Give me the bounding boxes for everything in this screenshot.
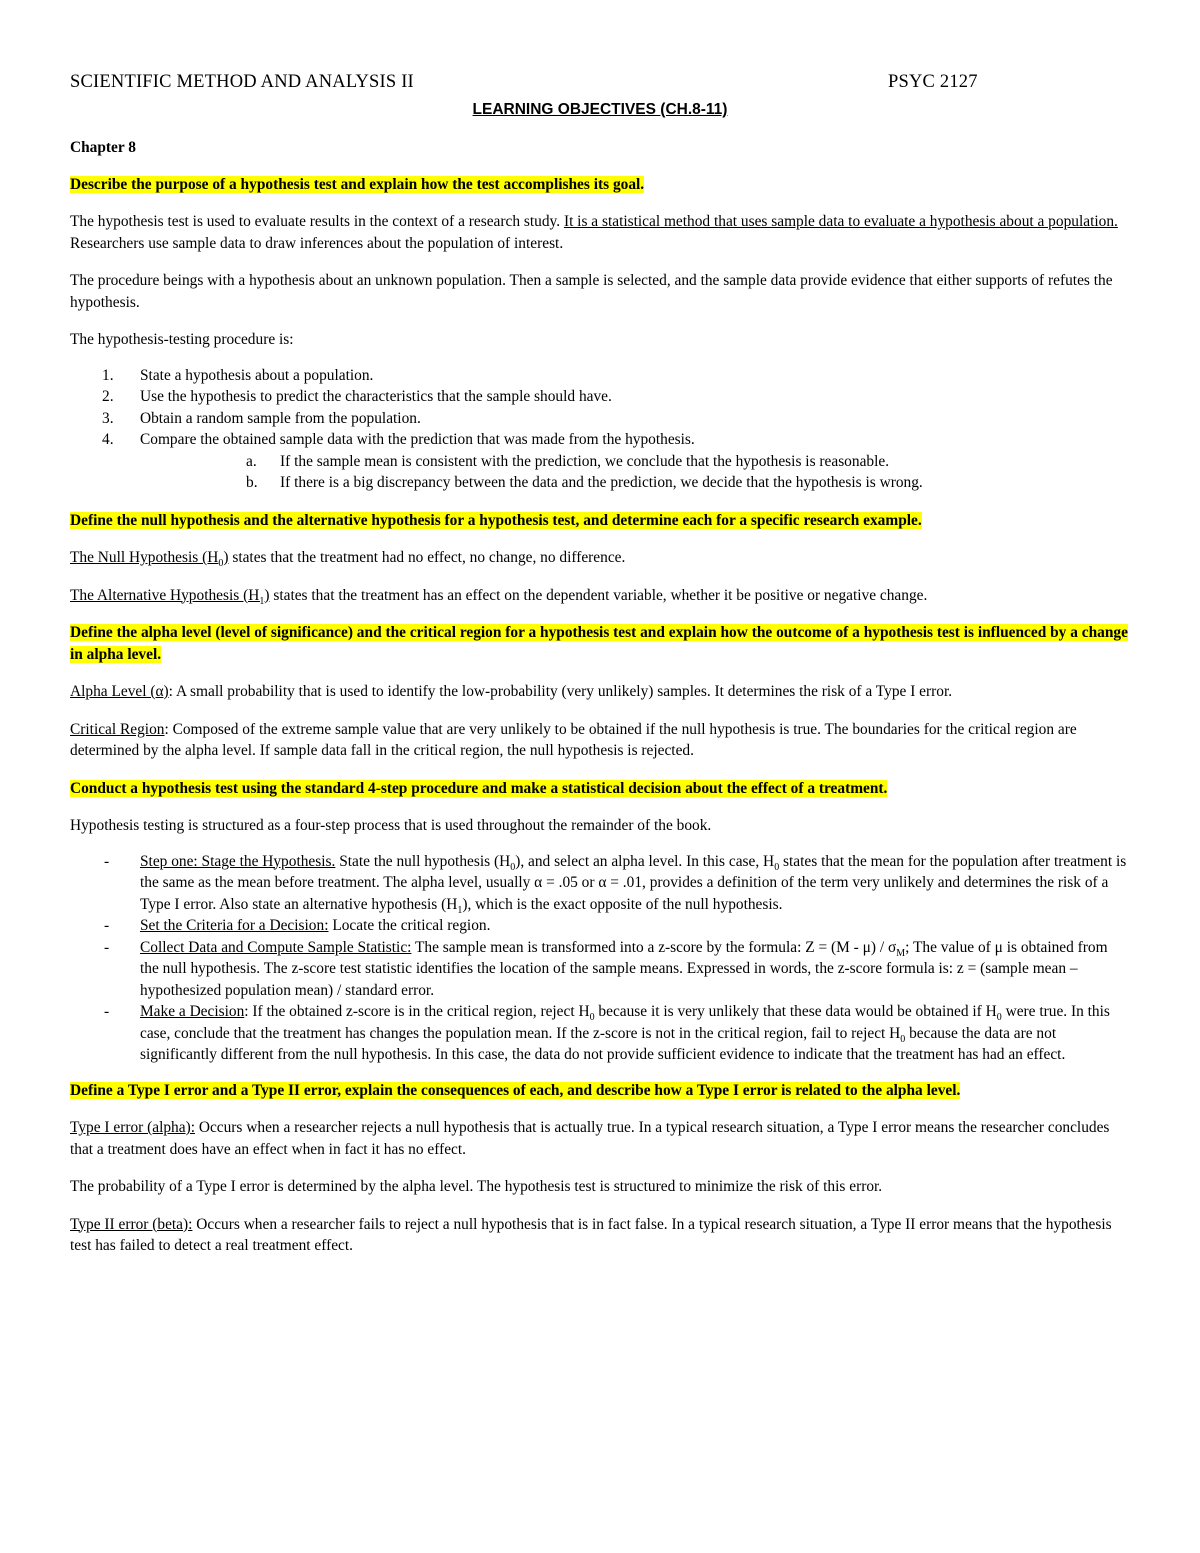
text-span: Occurs when a researcher fails to reject a null hypothesis that is in fact false. In a typical research situation, a Type II error means that the hypothesis test has failed to detect a real treatment effect.: [70, 1215, 1112, 1254]
sub-list-item: [140, 472, 1130, 494]
highlighted-heading: Describe the purpose of a hypothesis test and explain how the test accomplishes its goal.: [70, 175, 645, 193]
subscript: 0: [218, 558, 224, 570]
text-span: : Composed of the extreme sample value that are very unlikely to be obtained if the null hypothesis is true. The boundaries for the critical region are determined by the alpha level. If sample data fall in the critical region, the null hypothesis is rejected.: [70, 720, 1077, 759]
text-span: ; The value of μ is obtained from the null hypothesis. The z-score test statistic identifies the location of the sample means. Expressed in words, the z-score formula is: z = (sample mean – hypothesized population mean) / standard error.: [140, 938, 1108, 999]
paragraph: [70, 211, 1130, 254]
objective-3-heading: [70, 622, 1130, 665]
paragraph: [70, 1117, 1130, 1160]
list-text: If there is a big discrepancy between the data and the prediction, we decide that the hypothesis is wrong.: [280, 474, 923, 491]
text-span: The hypothesis test is used to evaluate results in the context of a research study.: [70, 213, 564, 230]
text-span: states that the treatment had no effect, no change, no difference.: [228, 549, 626, 566]
text-span: Locate the critical region.: [328, 917, 491, 934]
list-letter: a.: [246, 452, 257, 470]
term-critical-region: Critical Region: [70, 720, 165, 738]
step-label: Collect Data and Compute Sample Statistic:: [140, 938, 412, 956]
sub-list: [140, 451, 1130, 494]
underlined-definition: It is a statistical method that uses sample data to evaluate a hypothesis about a population.: [563, 213, 1118, 230]
step-label: Make a Decision: [140, 1003, 245, 1020]
subscript: 0: [996, 1012, 1002, 1024]
paragraph: [70, 547, 1130, 569]
list-item: [70, 365, 1130, 387]
list-item: [70, 429, 1130, 494]
list-item: [70, 915, 1130, 937]
text-span: ): [223, 549, 229, 566]
text-span: The Alternative Hypothesis (H: [70, 586, 260, 604]
text-span: State the null hypothesis (H: [335, 852, 511, 870]
term-null-hypothesis: [70, 549, 229, 570]
sub-list-item: [140, 451, 1130, 473]
term-type-i-error: Type I error (alpha):: [70, 1119, 195, 1136]
paragraph: [70, 1214, 1130, 1257]
term-alternative-hypothesis: [70, 586, 270, 607]
subscript: 0: [510, 861, 516, 873]
text-span: : If the obtained z-score is in the critical region, reject H: [244, 1003, 590, 1020]
text-span: : A small probability that is used to identify the low-probability (very unlikely) samples. It determines the risk of a Type I error.: [168, 683, 953, 700]
subscript: 0: [589, 1012, 595, 1024]
list-letter: b.: [246, 474, 258, 491]
list-item: [70, 851, 1130, 916]
list-number: 1.: [102, 366, 114, 384]
paragraph: [70, 719, 1130, 762]
text-span: Occurs when a researcher rejects a null hypothesis that is actually true. In a typical research situation, a Type I error means the researcher concludes that a treatment does have an effect when in fact it has no effect.: [70, 1119, 1110, 1158]
course-code: PSYC 2127: [888, 72, 978, 92]
text-span: because the data are not significantly different from the null hypothesis. In this case, the data do not provide sufficient evidence to indicate that the treatment has had an effect.: [140, 1024, 1066, 1063]
dash-bullet: -: [104, 852, 110, 870]
text-span: ), which is the exact opposite of the null hypothesis.: [462, 895, 783, 913]
objective-5-heading: [70, 1080, 1130, 1102]
list-number: 3.: [102, 409, 114, 427]
objective-4-heading: [70, 778, 1130, 800]
text-span: ): [264, 586, 270, 604]
subscript: 1: [457, 904, 463, 916]
paragraph: The procedure beings with a hypothesis about an unknown population. Then a sample is selected, and the sample data provide evidence that either supports of refutes the hypothesis.: [70, 272, 1113, 311]
list-text: Use the hypothesis to predict the characteristics that the sample should have.: [140, 388, 612, 405]
dash-bullet: -: [104, 1003, 110, 1020]
text-span: states that the treatment has an effect on the dependent variable, whether it be positive or negative change.: [269, 586, 928, 604]
procedure-list: [70, 365, 1130, 494]
text-span: The sample mean is transformed into a z-score by the formula: Z = (M - μ) / σ: [411, 938, 897, 956]
paragraph: The probability of a Type I error is determined by the alpha level. The hypothesis test is structured to minimize the risk of this error.: [70, 1178, 883, 1195]
document-title: LEARNING OBJECTIVES (CH.8-11): [472, 101, 728, 118]
text-span: because it is very unlikely that these data would be obtained if H: [594, 1003, 997, 1020]
document-body: [70, 137, 1130, 1273]
subscript: 1: [259, 595, 265, 607]
list-text: State a hypothesis about a population.: [140, 366, 374, 384]
list-item: [70, 937, 1130, 1002]
text-span: Researchers use sample data to draw inferences about the population of interest.: [70, 234, 564, 252]
chapter-heading: Chapter 8: [70, 139, 136, 156]
term-type-ii-error: Type II error (beta):: [70, 1215, 193, 1233]
text-span: ), and select an alpha level. In this case, H: [515, 852, 775, 870]
step-label: Step one: Stage the Hypothesis.: [140, 852, 336, 870]
four-step-list: [70, 851, 1130, 1066]
highlighted-heading: Define a Type I error and a Type II error, explain the consequences of each, and describe how a Type I error is related to the alpha level.: [70, 1081, 961, 1099]
course-title: SCIENTIFIC METHOD AND ANALYSIS II: [70, 72, 414, 92]
objective-2-heading: [70, 510, 1130, 532]
list-text: Compare the obtained sample data with the prediction that was made from the hypothesis.: [140, 431, 695, 448]
list-text: Obtain a random sample from the population.: [140, 409, 421, 427]
term-alpha-level: Alpha Level (α): [70, 683, 169, 700]
objective-1-heading: [70, 174, 1130, 196]
page-header: [70, 72, 1130, 96]
list-item: [70, 408, 1130, 430]
highlighted-heading: Define the alpha level (level of significance) and the critical region for a hypothesis test and explain how the outcome of a hypothesis test is influenced by a change in alpha level.: [70, 624, 1128, 663]
list-number: 2.: [102, 388, 114, 405]
dash-bullet: -: [104, 938, 110, 956]
text-span: The Null Hypothesis (H: [70, 549, 219, 566]
text-span: were true. In this case, conclude that the treatment has changes the population mean. If the z-score is not in the critical region, fail to reject H: [140, 1003, 1110, 1042]
paragraph: The hypothesis-testing procedure is:: [70, 331, 294, 348]
paragraph: [70, 681, 1130, 703]
highlighted-heading: Define the null hypothesis and the alternative hypothesis for a hypothesis test, and determine each for a specific research example.: [70, 511, 922, 529]
subscript: M: [896, 947, 906, 959]
step-label: Set the Criteria for a Decision:: [140, 917, 329, 934]
paragraph: Hypothesis testing is structured as a four-step process that is used throughout the remainder of the book.: [70, 817, 712, 834]
dash-bullet: -: [104, 917, 110, 934]
list-item: [70, 386, 1130, 408]
list-item: [70, 1001, 1130, 1066]
list-number: 4.: [102, 431, 114, 448]
subscript: 0: [900, 1033, 906, 1045]
subscript: 0: [774, 861, 780, 873]
highlighted-heading: Conduct a hypothesis test using the standard 4-step procedure and make a statistical decision about the effect of a treatment.: [70, 779, 888, 797]
paragraph: [70, 585, 1130, 607]
text-span: states that the mean for the population after treatment is the same as the mean before treatment. The alpha level, usually α = .05 or α = .01, provides a definition of the term very unlikely and determines the risk of a Type I error. Also state an alternative hypothesis (H: [140, 852, 1127, 913]
list-text: If the sample mean is consistent with the prediction, we conclude that the hypothesis is reasonable.: [280, 452, 890, 470]
